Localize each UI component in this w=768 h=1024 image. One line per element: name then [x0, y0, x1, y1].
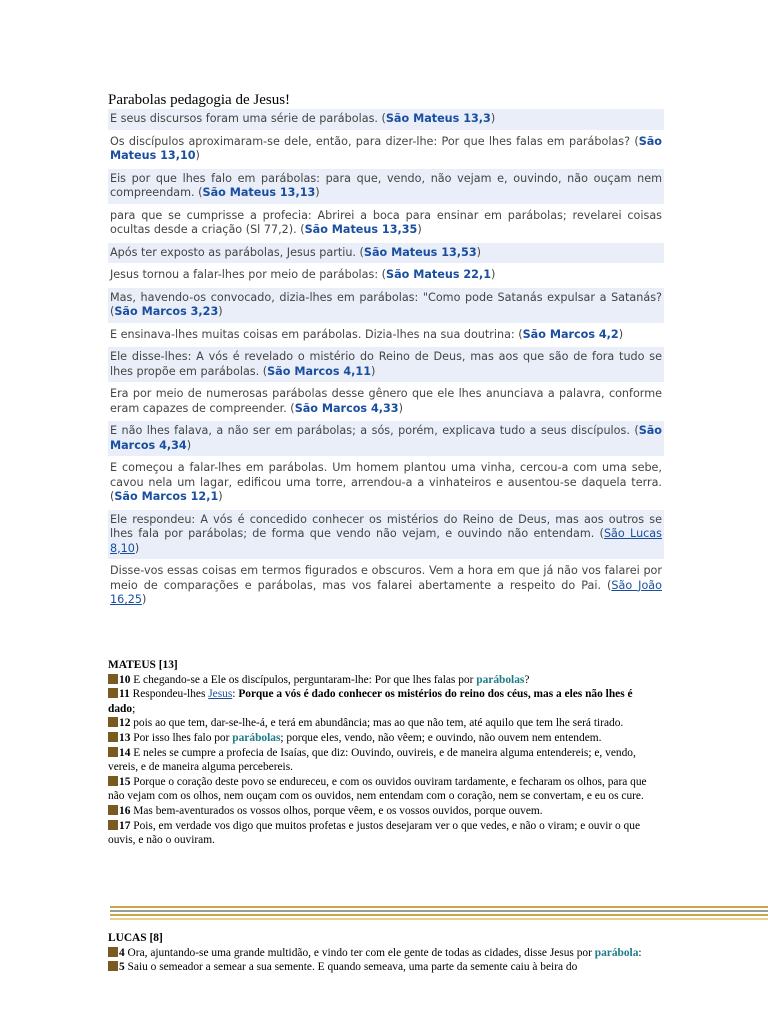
square-bullet-icon — [108, 820, 118, 830]
scripture-reference-link[interactable]: São Mateus 22,1 — [386, 268, 491, 281]
reference-row — [108, 421, 664, 456]
scripture-reference-link[interactable]: São Marcos 4,33 — [294, 401, 399, 415]
reference-close: ) — [398, 401, 403, 415]
reference-row — [108, 347, 664, 382]
reference-row — [108, 132, 664, 167]
scripture-reference-link[interactable]: São Lucas 8,10 — [110, 527, 662, 555]
reference-close: ) — [218, 305, 223, 318]
square-bullet-icon — [108, 688, 118, 698]
verse-text: Mas bem-aventurados os vossos olhos, porque vêem, e os vossos ouvidos, porque ouvem. — [130, 804, 543, 817]
square-bullet-icon — [108, 732, 118, 742]
mateus-section — [108, 658, 656, 848]
reference-row — [108, 384, 664, 419]
section-heading: LUCAS [8] — [108, 932, 163, 944]
reference-row — [108, 169, 664, 204]
scripture-reference-link[interactable]: São Marcos 4,34 — [110, 424, 662, 452]
scripture-reference-link[interactable]: São João 16,25 — [110, 578, 662, 606]
square-bullet-icon — [108, 947, 118, 957]
verse-text: Pois, em verdade vos digo que muitos profetas e justos desejaram ver o que vedes, e não o viram; e ouvir o que ouvis, e não o ouviram. — [108, 819, 640, 847]
verse-text: ; porque eles, vendo, não vêem; e ouvindo, não ouvem nem entendem. — [280, 731, 602, 744]
reference-close: ) — [371, 364, 376, 378]
verse-list — [108, 673, 656, 848]
reference-row — [108, 288, 664, 323]
verse-number: 4 — [119, 946, 125, 959]
verse — [108, 804, 656, 819]
scripture-reference-link[interactable]: São Marcos 12,1 — [114, 490, 219, 503]
reference-text: Mas, havendo-os convocado, dizia-lhes em parábolas: "Como pode Satanás expulsar a Satanás? ( — [110, 290, 662, 318]
scripture-reference-link[interactable]: São Marcos 4,11 — [267, 364, 371, 378]
reference-row — [108, 109, 664, 130]
reference-text: Eis por que lhes falo em parábolas: para que, vendo, não vejam e, ouvindo, não ouçam nem compreendam. ( — [110, 171, 662, 199]
reference-close: ) — [186, 438, 192, 452]
square-bullet-icon — [108, 776, 118, 786]
reference-close: ) — [134, 541, 140, 555]
reference-text: E seus discursos foram uma série de parábolas. ( — [110, 112, 386, 125]
verse-number: 12 — [119, 717, 131, 730]
verse-text: pois ao que tem, dar-se-lhe-á, e terá em abundância; mas ao que não tem, até aquilo que tem lhe será tirado. — [130, 717, 624, 730]
verse — [108, 673, 656, 688]
verse-text: ; — [132, 702, 136, 715]
reference-text: Era por meio de numerosas parábolas desse gênero que ele lhes anunciava a palavra, conforme eram capazes de compreender. ( — [110, 387, 662, 415]
reference-close: ) — [490, 112, 496, 125]
verse — [108, 687, 656, 716]
reference-text: Após ter exposto as parábolas, Jesus partiu. ( — [110, 245, 364, 259]
verse — [108, 746, 656, 775]
verse — [108, 775, 656, 804]
verse-number: 16 — [119, 804, 131, 817]
reference-row — [108, 206, 664, 241]
reference-text: E não lhes falava, a não ser em parábolas; a sós, porém, explicava tudo a seus discípulos. ( — [110, 424, 639, 437]
keyword-link[interactable]: parábola — [594, 946, 639, 959]
square-bullet-icon — [108, 805, 118, 815]
verse-text: Por isso lhes falo por — [130, 731, 233, 744]
verse-number: 13 — [119, 731, 131, 744]
reference-row — [108, 243, 664, 264]
verse-number: 17 — [119, 819, 131, 832]
verse-text: Ora, ajuntando-se uma grande multidão, e vindo ter com ele gente de todas as cidades, disse Jesus por — [124, 946, 595, 959]
verse-text: E neles se cumpre a profecia de Isaías, que diz: Ouvindo, ouvireis, e de maneira alguma entendereis; e, vendo, vereis, e de maneira alguma percebereis. — [108, 746, 636, 774]
page-title: Parabolas pedagogia de Jesus! — [108, 92, 291, 108]
verse-list — [108, 946, 656, 975]
reference-close: ) — [315, 186, 320, 199]
reference-text: Jesus tornou a falar-lhes por meio de parábolas: ( — [110, 268, 387, 281]
verse-text: Respondeu-lhes — [129, 688, 209, 701]
reference-row — [108, 561, 664, 611]
scripture-reference-link[interactable]: São Marcos 3,23 — [114, 305, 219, 318]
verse-emphasis: Porque a vós é dado conhecer os mistérios do reino dos céus, mas a eles não lhes é dado — [108, 688, 633, 715]
reference-text: para que se cumprisse a profecia: Abrirei a boca para ensinar em parábolas; revelarei coisas ocultas desde a criação (Sl 77,2). ( — [110, 208, 662, 236]
reference-text: Ele disse-lhes: A vós é revelado o mistério do Reino de Deus, mas aos que são de fora tudo se lhes propõe em parábolas. ( — [110, 350, 662, 378]
verse-text: E chegando-se a Ele os discípulos, perguntaram-lhe: Por que lhes falas por — [130, 673, 477, 686]
reference-text: E começou a falar-lhes em parábolas. Um homem plantou uma vinha, cercou-a com uma sebe, cavou nela um lagar, edificou uma torre, arrendou-a a vinhateiros e ausentou-se daquela terra. ( — [110, 461, 662, 503]
verse-text: Saiu o semeador a semear a sua semente. E quando semeava, uma parte da semente caiu à beira do — [124, 961, 578, 974]
reference-close: ) — [142, 593, 147, 606]
reference-close: ) — [490, 268, 496, 281]
verse-number: 14 — [119, 746, 131, 759]
section-heading: MATEUS [13] — [108, 659, 178, 671]
keyword-link[interactable]: parábolas — [476, 673, 525, 686]
reference-row — [108, 510, 664, 560]
scripture-reference-link[interactable]: São Mateus 13,13 — [202, 186, 316, 199]
verse — [108, 946, 656, 961]
scripture-reference-link[interactable]: São Mateus 13,10 — [110, 134, 662, 162]
verse-number: 5 — [119, 961, 125, 974]
reference-close: ) — [218, 490, 223, 503]
verse-text: : — [232, 688, 239, 701]
reference-close: ) — [618, 327, 624, 341]
decorative-divider — [110, 906, 768, 930]
reference-close: ) — [476, 245, 481, 259]
reference-text: E ensinava-lhes muitas coisas em parábolas. Dizia-lhes na sua doutrina: ( — [110, 327, 523, 341]
verse — [108, 960, 656, 975]
scripture-reference-link[interactable]: São Mateus 13,35 — [304, 223, 418, 236]
verse-text: : — [638, 946, 642, 959]
reference-close: ) — [195, 149, 200, 162]
reference-text: Ele respondeu: A vós é concedido conhecer os mistérios do Reino de Deus, mas aos outros se lhes fala por parábolas; de forma que vendo não vejam, e ouvindo não entendam. ( — [110, 512, 662, 540]
square-bullet-icon — [108, 674, 118, 684]
lucas-section — [108, 931, 656, 975]
jesus-link[interactable]: Jesus — [208, 688, 233, 701]
reference-row — [108, 265, 664, 286]
square-bullet-icon — [108, 717, 118, 727]
verse-text: ? — [524, 673, 530, 686]
reference-close: ) — [417, 223, 422, 236]
square-bullet-icon — [108, 747, 118, 757]
verse-number: 15 — [119, 775, 131, 788]
verse — [108, 731, 656, 746]
verse-number: 11 — [119, 688, 130, 701]
reference-list — [108, 109, 664, 613]
reference-row — [108, 458, 664, 508]
scripture-reference-link[interactable]: São Mateus 13,53 — [363, 245, 477, 259]
verse — [108, 819, 656, 848]
reference-text: Os discípulos aproximaram-se dele, então, para dizer-lhe: Por que lhes falas em parábolas? ( — [110, 134, 639, 148]
square-bullet-icon — [108, 961, 118, 971]
scripture-reference-link[interactable]: São Mateus 13,3 — [385, 112, 491, 125]
reference-text: Disse-vos essas coisas em termos figurados e obscuros. Vem a hora em que já não vos falarei por meio de comparações e parábolas, mas vos falarei abertamente a respeito do Pai. ( — [110, 564, 662, 592]
scripture-reference-link[interactable]: São Marcos 4,2 — [522, 327, 619, 341]
reference-row — [108, 325, 664, 346]
verse-text: Porque o coração deste povo se endureceu, e com os ouvidos ouviram tardamente, e fecharam os olhos, para que não vejam com os olhos, nem ouçam com os ouvidos, nem entendam com o coração, nem se convertam, e eu os cure. — [108, 775, 647, 803]
verse — [108, 716, 656, 731]
verse-number: 10 — [119, 673, 131, 686]
keyword-link[interactable]: parábolas — [232, 731, 281, 744]
